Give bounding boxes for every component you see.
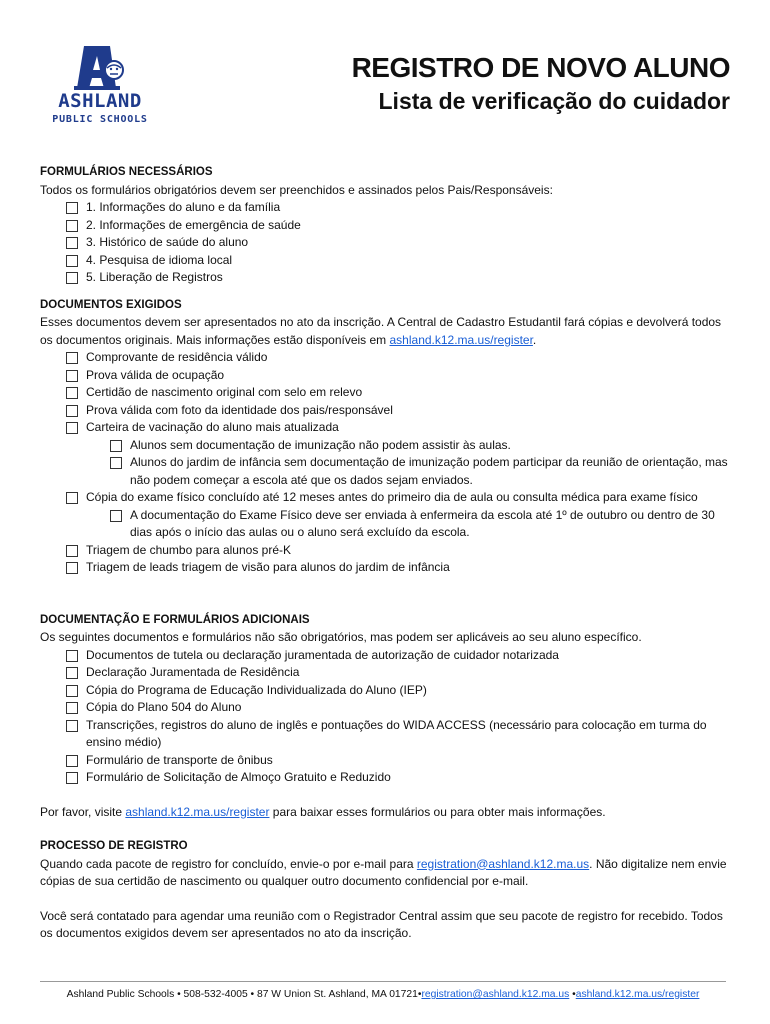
checkbox[interactable] (66, 255, 78, 267)
checklist-item-label: 2. Informações de emergência de saúde (86, 217, 301, 232)
checklist-item-label: Triagem de leads triagem de visão para alunos do jardim de infância (86, 560, 450, 574)
checkbox[interactable] (110, 457, 122, 469)
checklist-item (40, 717, 730, 752)
checklist-subitem (40, 507, 730, 542)
checklist-item (40, 349, 730, 367)
ashland-a-emblem-icon (44, 44, 156, 94)
checklist-item-label: Prova válida com foto da identidade dos pais/responsável (86, 402, 393, 417)
required-forms-intro: Todos os formulários obrigatórios devem ser preenchidos e assinados pelos Pais/Responsáveis: (40, 182, 553, 197)
checklist-item-label: Formulário de Solicitação de Almoço Gratuito e Reduzido (86, 770, 391, 784)
checklist-item-label: Alunos do jardim de infância sem documentação de imunização podem participar da reunião de orientação, mas não podem começar a escola até que os dados sejam enviados. (130, 455, 728, 487)
checklist-item (40, 769, 730, 787)
register-link[interactable]: ashland.k12.ma.us/register (389, 332, 533, 347)
checklist-item (40, 269, 730, 287)
footer-divider (40, 981, 726, 982)
additional-list (40, 647, 730, 787)
checkbox[interactable] (66, 755, 78, 767)
checkbox[interactable] (66, 667, 78, 679)
checklist-item (40, 489, 730, 507)
checklist-item (40, 664, 730, 682)
checklist-item-label: Documentos de tutela ou declaração juramentada de autorização de cuidador notarizada (86, 647, 559, 662)
checklist-item (40, 682, 730, 700)
screening-list (40, 542, 730, 577)
checklist-item (40, 647, 730, 665)
checklist-item-label: Prova válida de ocupação (86, 367, 225, 382)
footer: Ashland Public Schools • 508-532-4005 • 87 W Union St. Ashland, MA 01721•registration@ashland.k12.ma.us •ashland.k12.ma.us/register (66, 989, 700, 1000)
logo-name: ASHLAND (58, 90, 142, 112)
checklist-item-label: Triagem de chumbo para alunos pré-K (86, 542, 291, 557)
checklist-item-label: Carteira de vacinação do aluno mais atualizada (86, 420, 339, 434)
checklist-item-label: 4. Pesquisa de idioma local (86, 252, 233, 267)
visit-note: Por favor, visite ashland.k12.ma.us/register para baixar esses formulários ou para obter mais informações. (40, 804, 606, 819)
checkbox[interactable] (66, 702, 78, 714)
process-paragraph-1: Quando cada pacote de registro for concluído, envie-o por e-mail para registration@ashland.k12.ma.us. Não digitalize nem envie cópias de sua certidão de nascimento ou qualquer outro documento confidencial por e-mail. (40, 856, 727, 888)
checklist-item-label: Declaração Juramentada de Residência (86, 665, 300, 679)
checkbox[interactable] (110, 510, 122, 522)
checklist-item-label: 1. Informações do aluno e da família (86, 200, 281, 214)
checklist-item (40, 752, 730, 770)
required-docs-intro: Esses documentos devem ser apresentados no ato da inscrição. A Central de Cadastro Estudantil fará cópias e devolverá todos os documentos originais. Mais informações estão disponíveis em ashland.k12.ma.us/register. (40, 315, 722, 347)
checklist-item (40, 199, 730, 217)
checklist-item (40, 217, 730, 235)
checkbox[interactable] (66, 202, 78, 214)
checkbox[interactable] (66, 220, 78, 232)
checklist-item-label: Cópia do Programa de Educação Individualizada do Aluno (IEP) (86, 682, 427, 697)
checklist-item-label: Certidão de nascimento original com selo em relevo (86, 385, 363, 399)
physical-sublist (40, 507, 730, 542)
checkbox[interactable] (66, 370, 78, 382)
checkbox[interactable] (66, 685, 78, 697)
checkbox[interactable] (66, 272, 78, 284)
visit-register-link[interactable]: ashland.k12.ma.us/register (125, 804, 270, 819)
checkbox[interactable] (66, 237, 78, 249)
checkbox[interactable] (66, 352, 78, 364)
checkbox[interactable] (66, 387, 78, 399)
page-subtitle: Lista de verificação do cuidador (378, 88, 730, 114)
checklist-item (40, 419, 730, 437)
checklist-item-label: Cópia do Plano 504 do Aluno (86, 700, 242, 714)
checklist-item-label: Cópia do exame físico concluído até 12 meses antes do primeiro dia de aula ou consulta médica para exame físico (86, 490, 698, 504)
vaccine-sublist (40, 437, 730, 490)
checklist-item (40, 384, 730, 402)
page-title: REGISTRO DE NOVO ALUNO (351, 52, 730, 83)
required-forms-list (40, 199, 730, 287)
checkbox[interactable] (66, 492, 78, 504)
checklist-item (40, 367, 730, 385)
footer-site-link[interactable]: ashland.k12.ma.us/register (575, 989, 700, 1000)
additional-intro: Os seguintes documentos e formulários não são obrigatórios, mas podem ser aplicáveis ao seu aluno específico. (40, 630, 642, 644)
checkbox[interactable] (110, 440, 122, 452)
checklist-item (40, 699, 730, 717)
checkbox[interactable] (66, 650, 78, 662)
checklist-item (40, 559, 730, 577)
checklist-item (40, 252, 730, 270)
checklist-item (40, 234, 730, 252)
checkbox[interactable] (66, 405, 78, 417)
checklist-item-label: Alunos sem documentação de imunização não podem assistir às aulas. (130, 437, 511, 452)
required-docs-list (40, 349, 730, 437)
additional-heading: DOCUMENTAÇÃO E FORMULÁRIOS ADICIONAIS (40, 613, 310, 626)
checklist-item-label: 3. Histórico de saúde do aluno (86, 235, 249, 249)
checklist-item-label: Comprovante de residência válido (86, 350, 268, 364)
checklist-item-label: A documentação do Exame Físico deve ser enviada à enfermeira da escola até 1º de outubro ou dentro de 30 dias após o início das aulas ou o aluno será excluído da escola. (130, 507, 715, 539)
document-body (40, 164, 730, 943)
checkbox[interactable] (66, 720, 78, 732)
process-paragraph-2: Você será contatado para agendar uma reunião com o Registrador Central assim que seu pacote de registro for recebido. Todos os documentos exigidos devem ser apresentados no ato da inscrição. (40, 908, 723, 940)
checkbox[interactable] (66, 562, 78, 574)
registration-email-link[interactable]: registration@ashland.k12.ma.us (416, 856, 590, 871)
checkbox[interactable] (66, 545, 78, 557)
checkbox[interactable] (66, 772, 78, 784)
checklist-item-label: 5. Liberação de Registros (86, 270, 223, 284)
checklist-subitem (40, 437, 730, 455)
logo-subtitle: PUBLIC SCHOOLS (52, 114, 148, 125)
checkbox[interactable] (66, 422, 78, 434)
process-heading: PROCESSO DE REGISTRO (40, 840, 188, 852)
checklist-item (40, 542, 730, 560)
checklist-item-label: Formulário de transporte de ônibus (86, 752, 273, 767)
required-forms-heading: FORMULÁRIOS NECESSÁRIOS (40, 166, 213, 178)
footer-email-link[interactable]: registration@ashland.k12.ma.us (421, 989, 570, 1000)
required-docs-heading: DOCUMENTOS EXIGIDOS (40, 298, 182, 311)
checklist-item-label: Transcrições, registros do aluno de inglês e pontuações do WIDA ACCESS (necessário para colocação em turma do ensino médio) (86, 717, 707, 749)
checklist-item (40, 402, 730, 420)
checklist-subitem (40, 454, 730, 489)
school-logo (44, 44, 156, 128)
